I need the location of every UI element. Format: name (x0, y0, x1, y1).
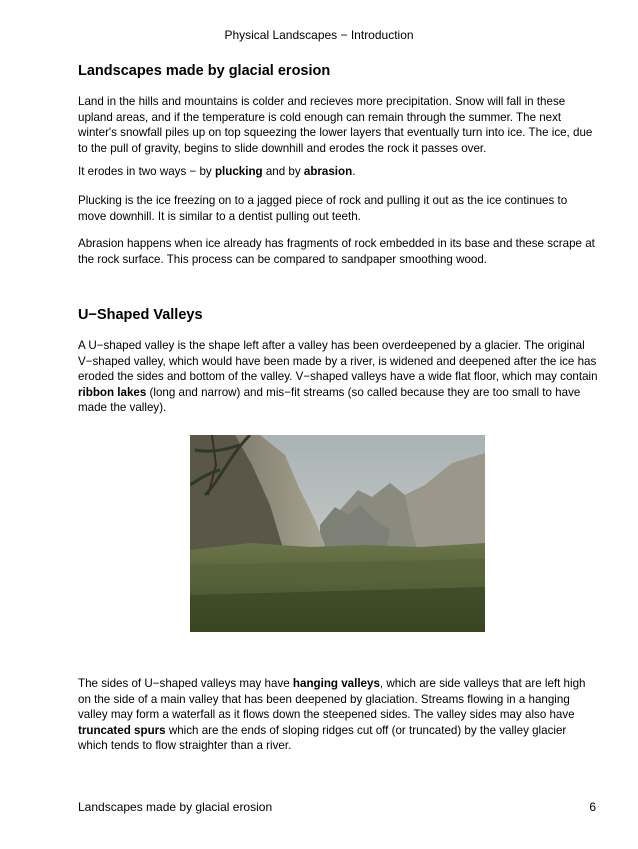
paragraph-glacier-formation: Land in the hills and mountains is colder and recieves more precipitation. Snow will fall in these upland areas, and if the temperature is cold enough can remain through the summer. The next winter's snowfall piles up on top squeezing the lower layers that eventually turn into ice. The ice, due to the pull of gravity, begins to slide downhill and erodes the rock it passes over. (78, 95, 593, 155)
text-run: It erodes in two ways − by (78, 165, 215, 178)
text-run: , which are side valleys that are left high on the side of a main valley that has been deepened by glaciation. Streams flowing in a hanging valley may form a waterfall as it flows down the steepened sides. The valley sides may also have (78, 677, 586, 722)
running-header: Physical Landscapes − Introduction (224, 28, 414, 42)
text-run: . (352, 165, 356, 178)
paragraph-erosion-ways (78, 164, 598, 180)
paragraph-u-shaped-valley (78, 338, 598, 416)
text-run: and by (262, 165, 304, 178)
term-truncated-spurs: truncated spurs (78, 723, 166, 737)
term-abrasion: abrasion (303, 165, 353, 178)
page-number: 6 (589, 800, 596, 814)
text-run: A U−shaped valley is the shape left after a valley has been overdeepened by a glacier. The original V−shaped valley, which would have been made by a river, is widened and deepened after the ice has eroded the sides and bottom of the valley. V−shaped valleys have a wide flat floor, which may contain (78, 339, 598, 384)
text-run: (long and narrow) and mis−fit streams (so called because they are too small to have made the valley). (78, 385, 581, 415)
term-plucking: plucking (214, 165, 263, 178)
term-ribbon-lakes: ribbon lakes (78, 385, 147, 399)
paragraph-plucking: Plucking is the ice freezing on to a jagged piece of rock and pulling it out as the ice continues to move downhill. It is similar to a dentist pulling out teeth. (78, 194, 568, 223)
paragraph-abrasion: Abrasion happens when ice already has fragments of rock embedded in its base and these scrape at the rock surface. This process can be compared to sandpaper smoothing wood. (78, 237, 595, 266)
footer-section-title: Landscapes made by glacial erosion (78, 800, 273, 814)
text-run: which are the ends of sloping ridges cut off (or truncated) by the valley glacier which tends to flow straighter than a river. (78, 723, 567, 753)
valley-photo (190, 435, 485, 632)
text-run: The sides of U−shaped valleys may have (78, 677, 293, 690)
section-heading-glacial-erosion: Landscapes made by glacial erosion (78, 63, 331, 79)
paragraph-hanging-valleys (78, 676, 598, 754)
section-heading-u-shaped-valleys: U−Shaped Valleys (78, 307, 203, 323)
term-hanging-valleys: hanging valleys (292, 677, 380, 690)
